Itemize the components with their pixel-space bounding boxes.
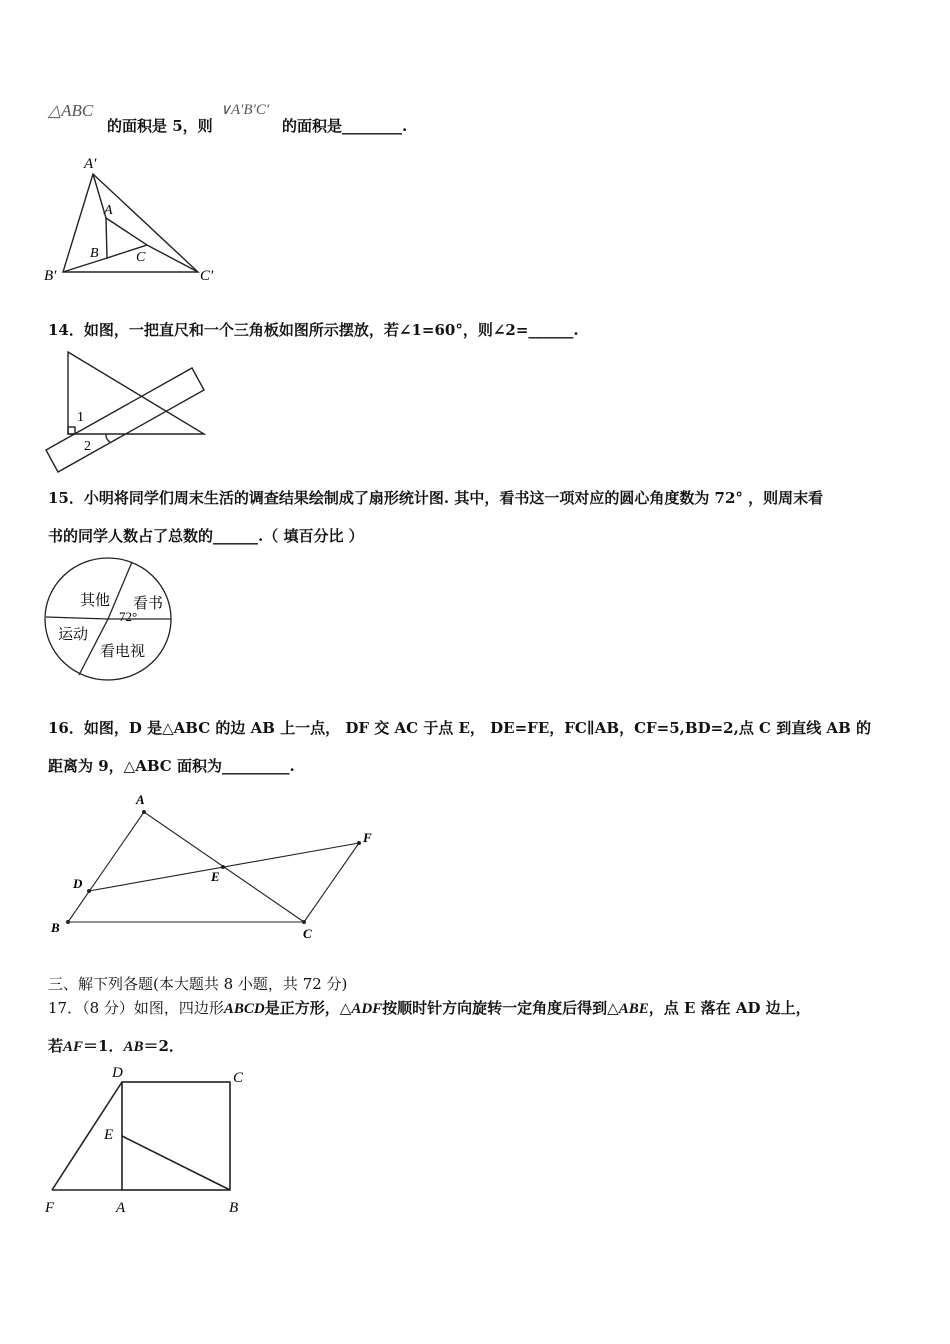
q13-text-2: 的面积是________.: [282, 117, 408, 135]
q16-label-f: F: [363, 830, 372, 845]
q17-number: 17．（8 分）如图，四边形: [48, 999, 224, 1017]
q17-line-1: [48, 998, 811, 1019]
q15-label-reading: 看书: [133, 596, 164, 612]
q15-line-1: 15．小明将同学们周末生活的调查结果绘制成了扇形统计图. 其中，看书这一项对应的圆心角度数为 72° ，则周末看: [48, 489, 824, 507]
q17-if: 若: [48, 1037, 64, 1055]
q17-abe: ABE: [618, 1001, 649, 1017]
q14-angle-1: 1: [77, 410, 84, 425]
q13-label-a-prime: A′: [84, 156, 97, 172]
q15-pie-chart: [44, 557, 174, 683]
q16-label-a: A: [136, 792, 145, 807]
q17-adf: ADF: [351, 1001, 383, 1017]
q14-figure: [40, 350, 220, 475]
q13-label-a: A: [104, 203, 113, 218]
q17-label-c: C: [233, 1070, 244, 1086]
q14-text: 14．如图，一把直尺和一个三角板如图所示摆放，若∠1=60°，则∠2=______.: [48, 321, 579, 339]
q15-label-sports: 运动: [58, 627, 89, 643]
q17-text-1: 是正方形，△: [264, 999, 352, 1017]
q16-line-1: 16．如图，D 是△ABC 的边 AB 上一点， DF 交 AC 于点 E， DE=FE，FC∥AB，CF=5,BD=2,点 C 到直线 AB 的: [48, 719, 871, 737]
q17-label-f: F: [45, 1200, 55, 1216]
q17-eq-2: ＝2．: [143, 1037, 184, 1055]
q17-figure: [40, 1060, 250, 1220]
q17-ab: AB: [123, 1039, 144, 1055]
q17-text-2: 按顺时针方向旋转一定角度后得到△: [382, 999, 619, 1017]
q14-triangle-plate: [68, 352, 204, 434]
section-3-title: 三、解下列各题(本大题共 8 小题，共 72 分): [48, 975, 348, 993]
q16-label-e: E: [211, 869, 220, 884]
q15-line-2: 书的同学人数占了总数的______.（ 填百分比 ）: [48, 527, 364, 545]
q16-label-c: C: [303, 926, 312, 941]
q13-label-b: B: [90, 246, 99, 261]
q17-label-e: E: [104, 1127, 114, 1143]
q16-label-b: B: [51, 920, 60, 935]
q15-label-angle: 72°: [119, 609, 138, 624]
q15-label-tv: 看电视: [100, 644, 146, 660]
q16-line-2: 距离为 9，△ABC 面积为_________.: [48, 757, 295, 775]
q17-af: AF: [63, 1039, 84, 1055]
q13-label-c-prime: C′: [200, 268, 214, 284]
q13-text-1: 的面积是 5，则: [107, 117, 213, 135]
q17-eq-1: ＝1．: [83, 1037, 124, 1055]
q17-text-3: ，点 E 落在 AD 边上，: [648, 999, 811, 1017]
q13-label-c: C: [136, 250, 146, 265]
q13-triangle-prime: ∨A′B′C′: [220, 102, 270, 118]
q17-line-2: [48, 1036, 184, 1057]
q17-label-d: D: [112, 1065, 123, 1081]
q13-figure: [40, 150, 230, 290]
q13-triangle-abc: △ABC: [48, 101, 94, 120]
q15-label-other: 其他: [80, 593, 111, 609]
q14-angle-2: 2: [84, 439, 91, 454]
q17-abcd: ABCD: [223, 1001, 265, 1017]
q17-label-a: A: [116, 1200, 126, 1216]
q16-label-d: D: [73, 876, 83, 891]
q13-label-b-prime: B′: [44, 268, 57, 284]
q17-label-b: B: [229, 1200, 239, 1216]
q16-figure: [40, 790, 390, 950]
